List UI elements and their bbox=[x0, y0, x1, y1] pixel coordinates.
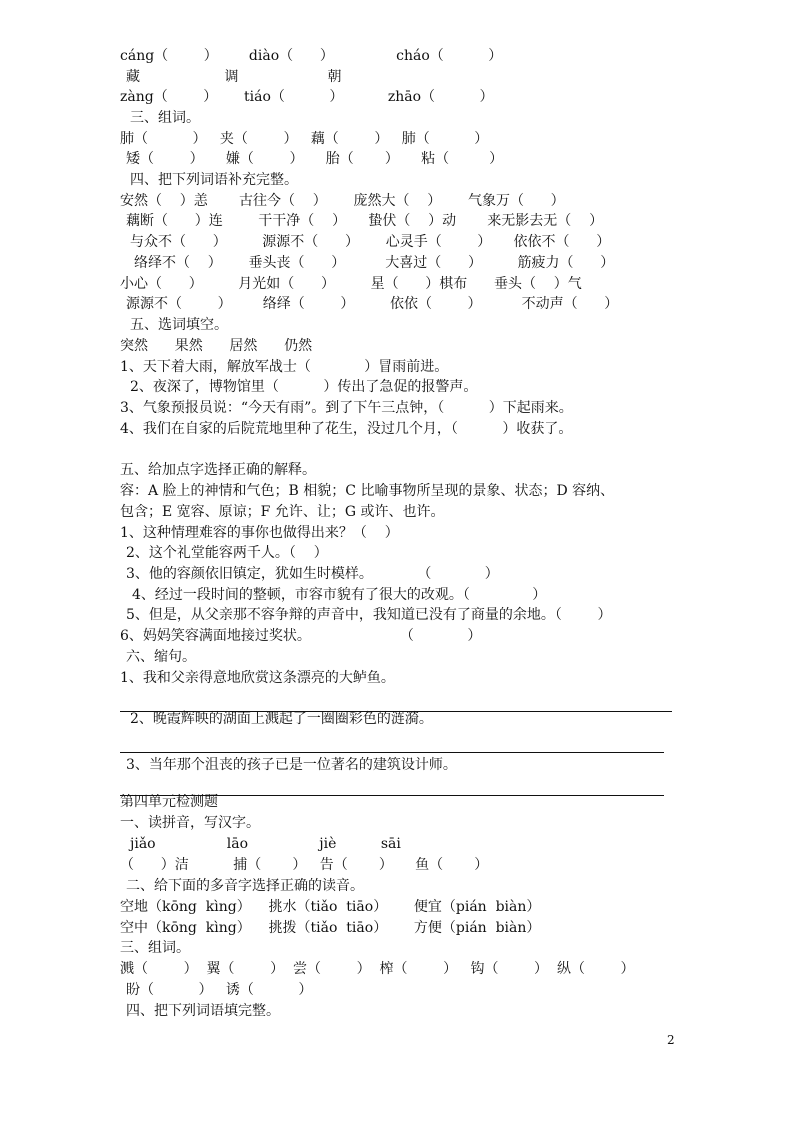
text-line: 溅（ ） 翼（ ） 尝（ ） 榨（ ） 钩（ ） 纵（ ） bbox=[120, 961, 635, 977]
text-line: 第四单元检测题 bbox=[120, 794, 218, 810]
text-line: 1、这种情理难容的事你也做得出来？（ ） bbox=[120, 525, 399, 541]
text-line: 2、夜深了，博物馆里（ ）传出了急促的报警声。 bbox=[130, 379, 478, 395]
text-line: 四、把下列词语补充完整。 bbox=[130, 172, 298, 188]
text-line: 肺（ ） 夹（ ） 藕（ ） 肺（ ） bbox=[120, 131, 489, 147]
text-line: 三、组词。 bbox=[120, 940, 190, 956]
text-line: cáng（ ） diào（ ） cháo（ ） bbox=[120, 48, 503, 64]
text-line: 四、把下列词语填完整。 bbox=[126, 1003, 280, 1019]
text-line: 2、这个礼堂能容两千人。（ ） bbox=[126, 545, 328, 561]
text-line: zàng（ ） tiáo（ ） zhāo（ ） bbox=[120, 89, 494, 105]
text-line: 5、但是，从父亲那不容争辩的声音中，我知道已没有了商量的余地。（ ） bbox=[126, 607, 612, 623]
text-line: （ ）洁 捕（ ） 告（ ） 鱼（ ） bbox=[120, 857, 489, 873]
text-line: 络绎不（ ） 垂头丧（ ） 大喜过（ ） 筋疲力（ ） bbox=[134, 255, 615, 271]
text-line: 与众不（ ） 源源不（ ） 心灵手（ ） 依依不（ ） bbox=[130, 234, 611, 250]
answer-line bbox=[120, 711, 672, 712]
text-line: 空地（kōng kìng） 挑水（tiǎo tiāo） 便宜（pián biàn） bbox=[120, 899, 541, 915]
text-line: 三、组词。 bbox=[130, 110, 200, 126]
text-line: 藏 调 朝 bbox=[126, 69, 342, 85]
text-line: 五、选词填空。 bbox=[130, 317, 228, 333]
page-number: 2 bbox=[667, 1033, 675, 1047]
text-line: 2、晚霞辉映的湖面上溅起了一圈圈彩色的涟漪。 bbox=[130, 711, 433, 727]
text-line: 突然 果然 居然 仍然 bbox=[120, 338, 313, 354]
text-line: 1、天下着大雨，解放军战士（ ）冒雨前进。 bbox=[120, 359, 449, 375]
answer-line bbox=[120, 752, 664, 753]
text-line: 1、我和父亲得意地欣赏这条漂亮的大鲈鱼。 bbox=[120, 670, 395, 686]
text-line: 源源不（ ） 络绎（ ） 依依（ ） 不动声（ ） bbox=[126, 296, 619, 312]
text-line: 6、妈妈笑容满面地接过奖状。 （ ） bbox=[120, 628, 482, 644]
text-line: jiǎo lāo jiè sāi bbox=[130, 836, 401, 852]
text-line: 五、给加点字选择正确的解释。 bbox=[120, 462, 316, 478]
text-line: 小心（ ） 月光如（ ） 星（ ）棋布 垂头（ ）气 bbox=[120, 276, 582, 292]
text-line: 一、读拼音，写汉字。 bbox=[120, 815, 260, 831]
text-line: 3、他的容颜依旧镇定，犹如生时模样。 （ ） bbox=[126, 566, 499, 582]
text-line: 包含；E 宽容、原谅；F 允许、让；G 或许、也许。 bbox=[120, 504, 445, 520]
text-line: 容：A 脸上的神情和气色；B 相貌；C 比喻事物所呈现的景象、状态；D 容纳、 bbox=[120, 483, 615, 499]
text-line: 二、给下面的多音字选择正确的读音。 bbox=[126, 878, 364, 894]
text-line: 4、经过一段时间的整顿，市容市貌有了很大的改观。（ ） bbox=[132, 587, 547, 603]
text-line: 六、缩句。 bbox=[126, 649, 196, 665]
text-line: 盼（ ） 诱（ ） bbox=[126, 982, 313, 998]
text-line: 3、当年那个沮丧的孩子已是一位著名的建筑设计师。 bbox=[126, 757, 457, 773]
text-line: 安然（ ）恙 古往今（ ） 庞然大（ ） 气象万（ ） bbox=[120, 193, 565, 209]
text-line: 4、我们在自家的后院荒地里种了花生，没过几个月，（ ）收获了。 bbox=[120, 421, 573, 437]
text-line: 藕断（ ）连 干干净（ ） 蛰伏（ ）动 来无影去无（ ） bbox=[126, 213, 604, 229]
answer-line bbox=[120, 795, 664, 796]
text-line: 矮（ ） 嫌（ ） 胎（ ） 粘（ ） bbox=[126, 151, 504, 167]
text-line: 空中（kōng kìng） 挑拨（tiǎo tiāo） 方便（pián biàn） bbox=[120, 920, 541, 936]
text-line: 3、气象预报员说：“今天有雨”。到了下午三点钟，（ ）下起雨来。 bbox=[120, 400, 573, 416]
